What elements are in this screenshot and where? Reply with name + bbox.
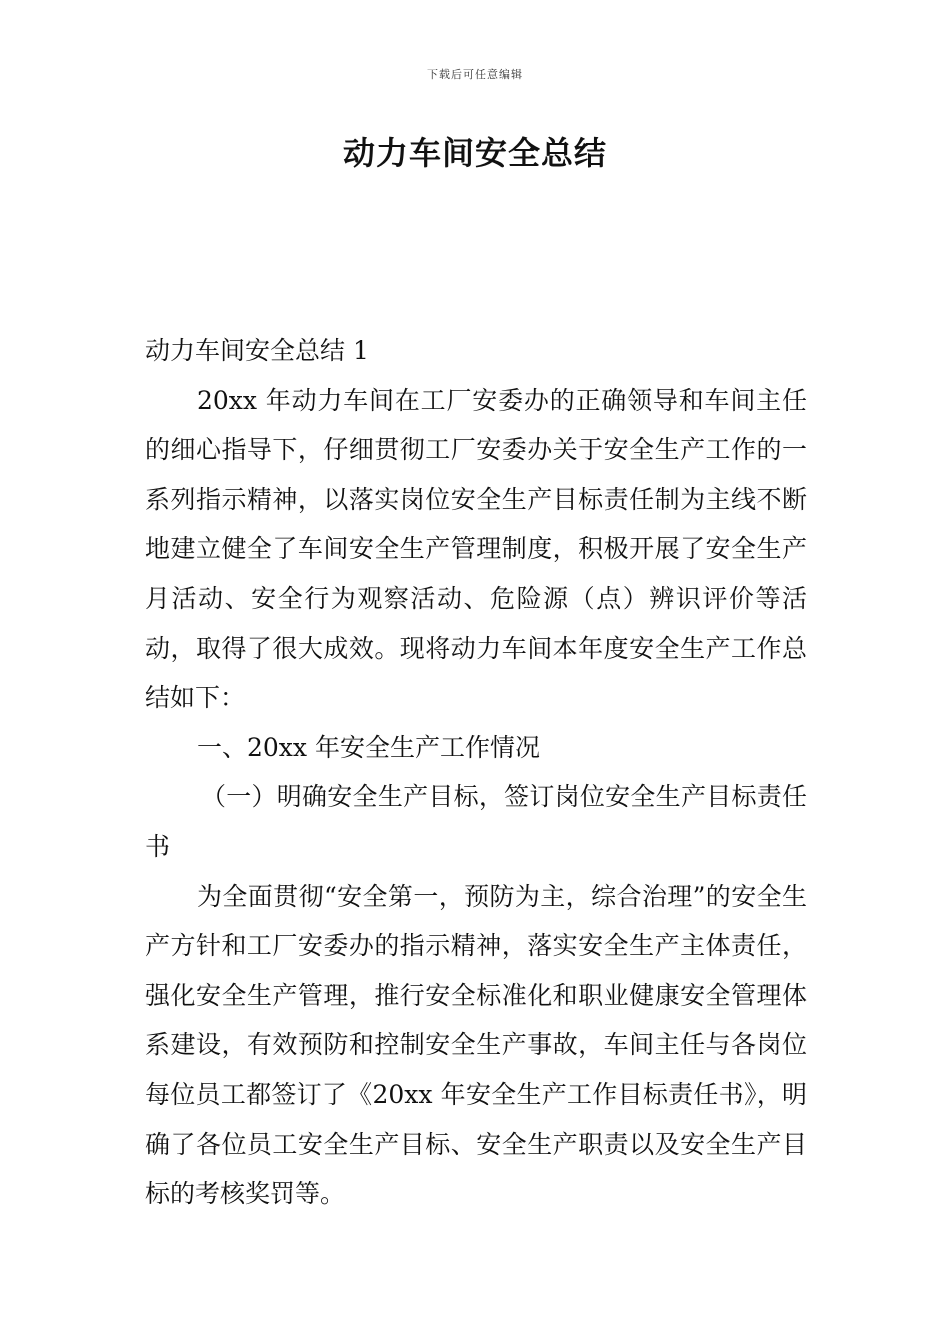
paragraph-responsibility: 为全面贯彻“安全第一，预防为主，综合治理”的安全生产方针和工厂安委办的指示精神，落实安全生产主体责任，强化安全生产管理，推行安全标准化和职业健康安全管理体系建设，有效预防和控制安全生产事故，车间主任与各岗位每位员工都签订了《20xx 年安全生产工作目标责任书》，明确了各位员工安全生产目标、安全生产职责以及安全生产目标的考核奖罚等。 — [145, 881, 807, 1209]
heading-subsection-one: （一）明确安全生产目标，签订岗位安全生产目标责任书 — [145, 782, 807, 861]
heading-part-one: 一、20xx 年安全生产工作情况 — [197, 732, 540, 762]
paragraph-intro: 20xx 年动力车间在工厂安委办的正确领导和车间主任的细心指导下，仔细贯彻工厂安委办关于安全生产工作的一系列指示精神，以落实岗位安全生产目标责任制为主线不断地建立健全了车间安全生产管理制度，积极开展了安全生产月活动、安全行为观察活动、危险源（点）辨识评价等活动，取得了很大成效。现将动力车间本年度安全生产工作总结如下： — [145, 385, 807, 713]
section-heading: 动力车间安全总结 1 — [145, 336, 369, 365]
document-title: 动力车间安全总结 — [342, 134, 607, 172]
header-note: 下载后可任意编辑 — [427, 68, 523, 81]
document-body — [145, 326, 807, 1219]
